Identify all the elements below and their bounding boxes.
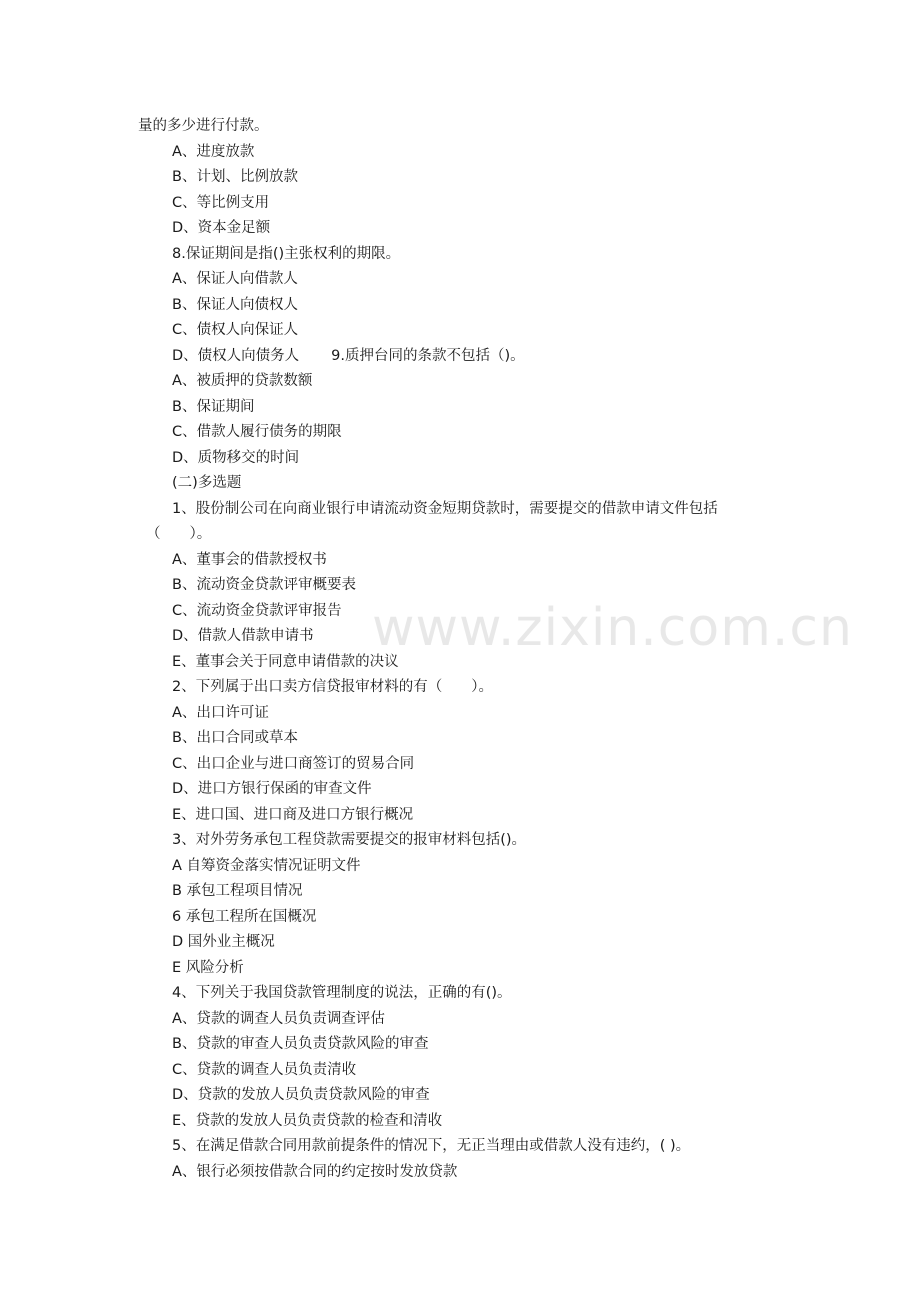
option-line: A、董事会的借款授权书	[172, 551, 327, 568]
option-text: D、债权人向债务人	[172, 347, 300, 364]
question-text: 9.质押台同的条款不包括（)。	[331, 347, 525, 364]
option-line: C、出口企业与进口商签订的贸易合同	[172, 755, 415, 772]
document-body	[138, 114, 798, 1185]
question-line: 1、股份制公司在向商业银行申请流动资金短期贷款时，需要提交的借款申请文件包括	[172, 500, 718, 517]
option-line: B、计划、比例放款	[172, 169, 298, 185]
question-line: 2、下列属于出口卖方信贷报审材料的有（ ）。	[172, 679, 493, 695]
text-line: 量的多少进行付款。	[138, 118, 269, 134]
question-continuation: （ ）。	[146, 526, 212, 542]
option-line: C、借款人履行债务的期限	[172, 424, 342, 440]
option-line: A、出口许可证	[172, 704, 269, 721]
option-line: A、进度放款	[172, 143, 255, 160]
option-line: E、贷款的发放人员负责贷款的检查和清收	[172, 1112, 443, 1129]
option-with-question-line	[138, 344, 798, 370]
option-line: B、保证期间	[172, 398, 255, 415]
option-line: C、等比例支用	[172, 194, 270, 211]
option-line: A、保证人向借款人	[172, 271, 298, 287]
option-line: 6 承包工程所在国概况	[172, 908, 317, 925]
option-line: B 承包工程项目情况	[172, 883, 303, 899]
option-line: D、进口方银行保函的审查文件	[172, 781, 372, 797]
watermark: www.zixin.com.cn	[372, 598, 853, 658]
question-line: 3、对外劳务承包工程贷款需要提交的报审材料包括()。	[172, 832, 527, 848]
option-line: C、流动资金贷款评审报告	[172, 602, 342, 619]
question-line: 5、在满足借款合同用款前提条件的情况下，无正当理由或借款人没有违约，( )。	[172, 1138, 691, 1154]
option-line: E、董事会关于同意申请借款的决议	[172, 653, 399, 670]
option-line: D、借款人借款申请书	[172, 628, 314, 644]
option-line: B、贷款的审查人员负责贷款风险的审查	[172, 1036, 429, 1052]
section-heading: (二)多选题	[172, 475, 242, 491]
question-line: 4、下列关于我国贷款管理制度的说法，正确的有()。	[172, 985, 512, 1001]
option-line: D、资本金足额	[172, 220, 271, 236]
option-line: E 风险分析	[172, 959, 244, 976]
option-line: D、质物移交的时间	[172, 449, 300, 466]
option-line: A、贷款的调查人员负责调查评估	[172, 1010, 385, 1027]
option-line: D、贷款的发放人员负责贷款风险的审查	[172, 1087, 430, 1103]
option-line: A、银行必须按借款合同的约定按时发放贷款	[172, 1163, 458, 1180]
option-line: D 国外业主概况	[172, 934, 275, 950]
option-line: B、流动资金贷款评审概要表	[172, 577, 356, 593]
question-line: 8.保证期间是指()主张权利的期限。	[172, 245, 401, 262]
option-line: E、进口国、进口商及进口方银行概况	[172, 806, 414, 823]
option-line: A、被质押的贷款数额	[172, 373, 313, 389]
option-line: C、债权人向保证人	[172, 322, 299, 338]
option-line: B、出口合同或草本	[172, 730, 298, 746]
option-line: C、贷款的调查人员负责清收	[172, 1061, 357, 1078]
option-line: B、保证人向债权人	[172, 296, 298, 313]
option-line: A 自筹资金落实情况证明文件	[172, 857, 361, 874]
